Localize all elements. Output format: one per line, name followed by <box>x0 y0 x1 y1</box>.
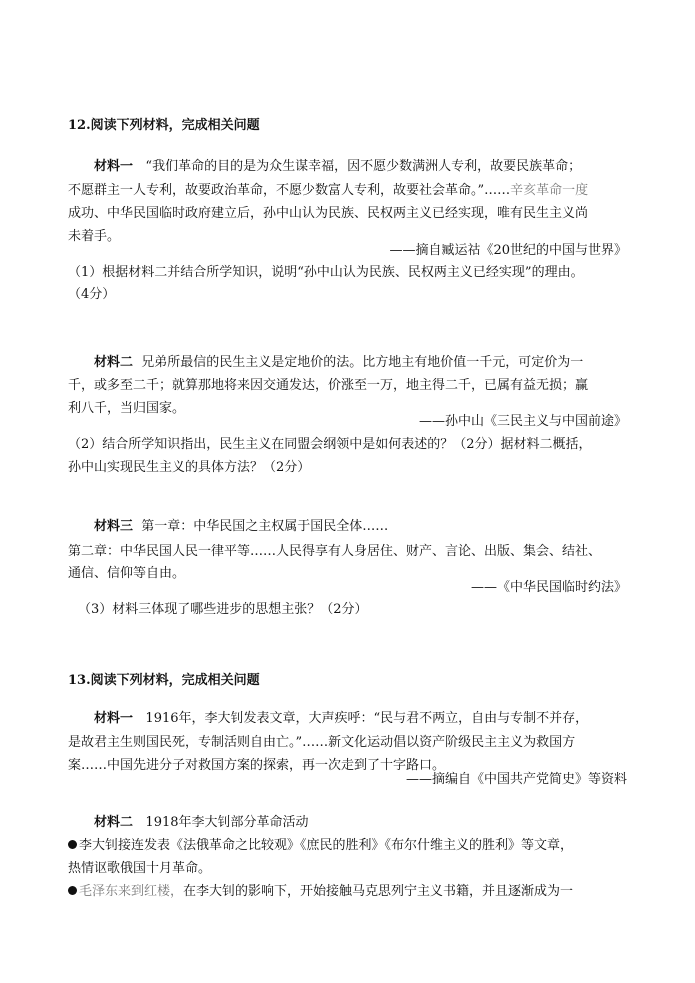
q12-material-3-line-3: 通信、信仰等自由。 <box>68 566 186 581</box>
q13-bullet-2-text-gray: 毛泽东来到红楼， <box>79 884 184 899</box>
q12-material-3-line-1 <box>94 519 388 535</box>
q12-material-3-source: ——《中华民国临时约法》 <box>470 580 627 595</box>
q13-material-1-line-2: 是故君主生则国民死，专制活则自由亡。”……新文化运动倡以资产阶级民主主义为救国方 <box>68 735 576 750</box>
q13-material-2-bullet-1-line-2: 热情讴歌俄国十月革命。 <box>68 861 212 876</box>
q12-material-3-text-1: 第一章：中华民国之主权属于国民全体…… <box>141 519 389 534</box>
q13-bullet-2-text-1: 在李大钊的影响下，开始接触马克思列宁主义书籍，并且逐渐成为一 <box>183 884 574 899</box>
q12-sub-1-line-1: （1）根据材料二并结合所学知识，说明“孙中山认为民族、民权两主义已经实现”的理由。 <box>68 265 584 280</box>
q13-material-2-bullet-1-line-1 <box>68 838 573 854</box>
question-13-title: 13.阅读下列材料，完成相关问题 <box>68 673 260 688</box>
q12-material-2-line-3: 利八千，当归国家。 <box>68 401 186 416</box>
question-12-title: 12.阅读下列材料，完成相关问题 <box>68 118 260 133</box>
q12-material-3-label: 材料三 <box>94 519 134 534</box>
q12-material-1-text-2: 不愿群主一人专利，故要政治革命，不愿少数富人专利，故要社会革命。”…… <box>68 183 511 198</box>
q12-material-2-line-2: 千，或多至二千；就算那地将来因交通发达，价涨至一万，地主得二千，已属有益无损；赢 <box>68 378 589 393</box>
bullet-icon <box>68 886 77 895</box>
q12-material-3-line-2: 第二章：中华民国人民一律平等……人民得享有人身居住、财产、言论、出版、集会、结社、 <box>68 544 602 559</box>
q13-material-1-label: 材料一 <box>94 711 134 726</box>
q13-material-2-line-1 <box>94 815 309 831</box>
q12-material-2-source: ——孙中山《三民主义与中国前途》 <box>418 414 627 429</box>
q13-material-2-text-1: 1918年李大钊部分革命活动 <box>145 815 309 830</box>
q12-material-1-label: 材料一 <box>94 159 134 174</box>
q13-bullet-1-text-1: 李大钊接连发表《法俄革命之比较观》《庶民的胜利》《布尔什维主义的胜利》等文章， <box>79 838 574 853</box>
q13-material-1-line-1 <box>94 711 588 727</box>
q12-material-1-source: ——摘自臧运祜《20世纪的中国与世界》 <box>389 243 627 258</box>
q13-material-2-bullet-2-line-1 <box>68 884 573 900</box>
q13-material-1-line-3: 案……中国先进分子对救国方案的探索，再一次走到了十字路口。 <box>68 758 446 773</box>
q12-sub-2-line-2: 孙中山实现民生主义的具体方法？（2分） <box>68 460 311 475</box>
q12-material-1-text-1: “我们革命的目的是为众生谋幸福，因不愿少数满洲人专利，故要民族革命； <box>145 159 582 174</box>
q12-material-1-line-2 <box>68 183 588 199</box>
q13-material-2-label: 材料二 <box>94 815 134 830</box>
q12-sub-3-line-1: （3）材料三体现了哪些进步的思想主张？（2分） <box>78 602 368 617</box>
q13-material-1-text-1: 1916年，李大钊发表文章，大声疾呼：“民与君不两立，自由与专制不并存， <box>145 711 589 726</box>
q12-sub-2-line-1: （2）结合所学知识指出，民生主义在同盟会纲领中是如何表述的？（2分）据材料二概括， <box>68 437 592 452</box>
q12-material-1-line-3: 成功、中华民国临时政府建立后，孙中山认为民族、民权两主义已经实现，唯有民生主义尚 <box>68 206 589 221</box>
bullet-icon <box>68 840 77 849</box>
q12-material-1-line-1 <box>94 159 581 175</box>
q12-material-2-text-1: 兄弟所最信的民生主义是定地价的法。比方地主有地价值一千元，可定价为一 <box>141 355 584 370</box>
q12-material-1-line-4: 未着手。 <box>68 229 121 244</box>
q12-material-1-text-2-gray: 辛亥革命一度 <box>510 183 589 198</box>
q12-material-2-label: 材料二 <box>94 355 134 370</box>
q12-material-2-line-1 <box>94 355 583 371</box>
q13-material-1-source: ——摘编自《中国共产党简史》等资料 <box>405 772 627 787</box>
q12-sub-1-line-2: （4分） <box>68 287 116 302</box>
